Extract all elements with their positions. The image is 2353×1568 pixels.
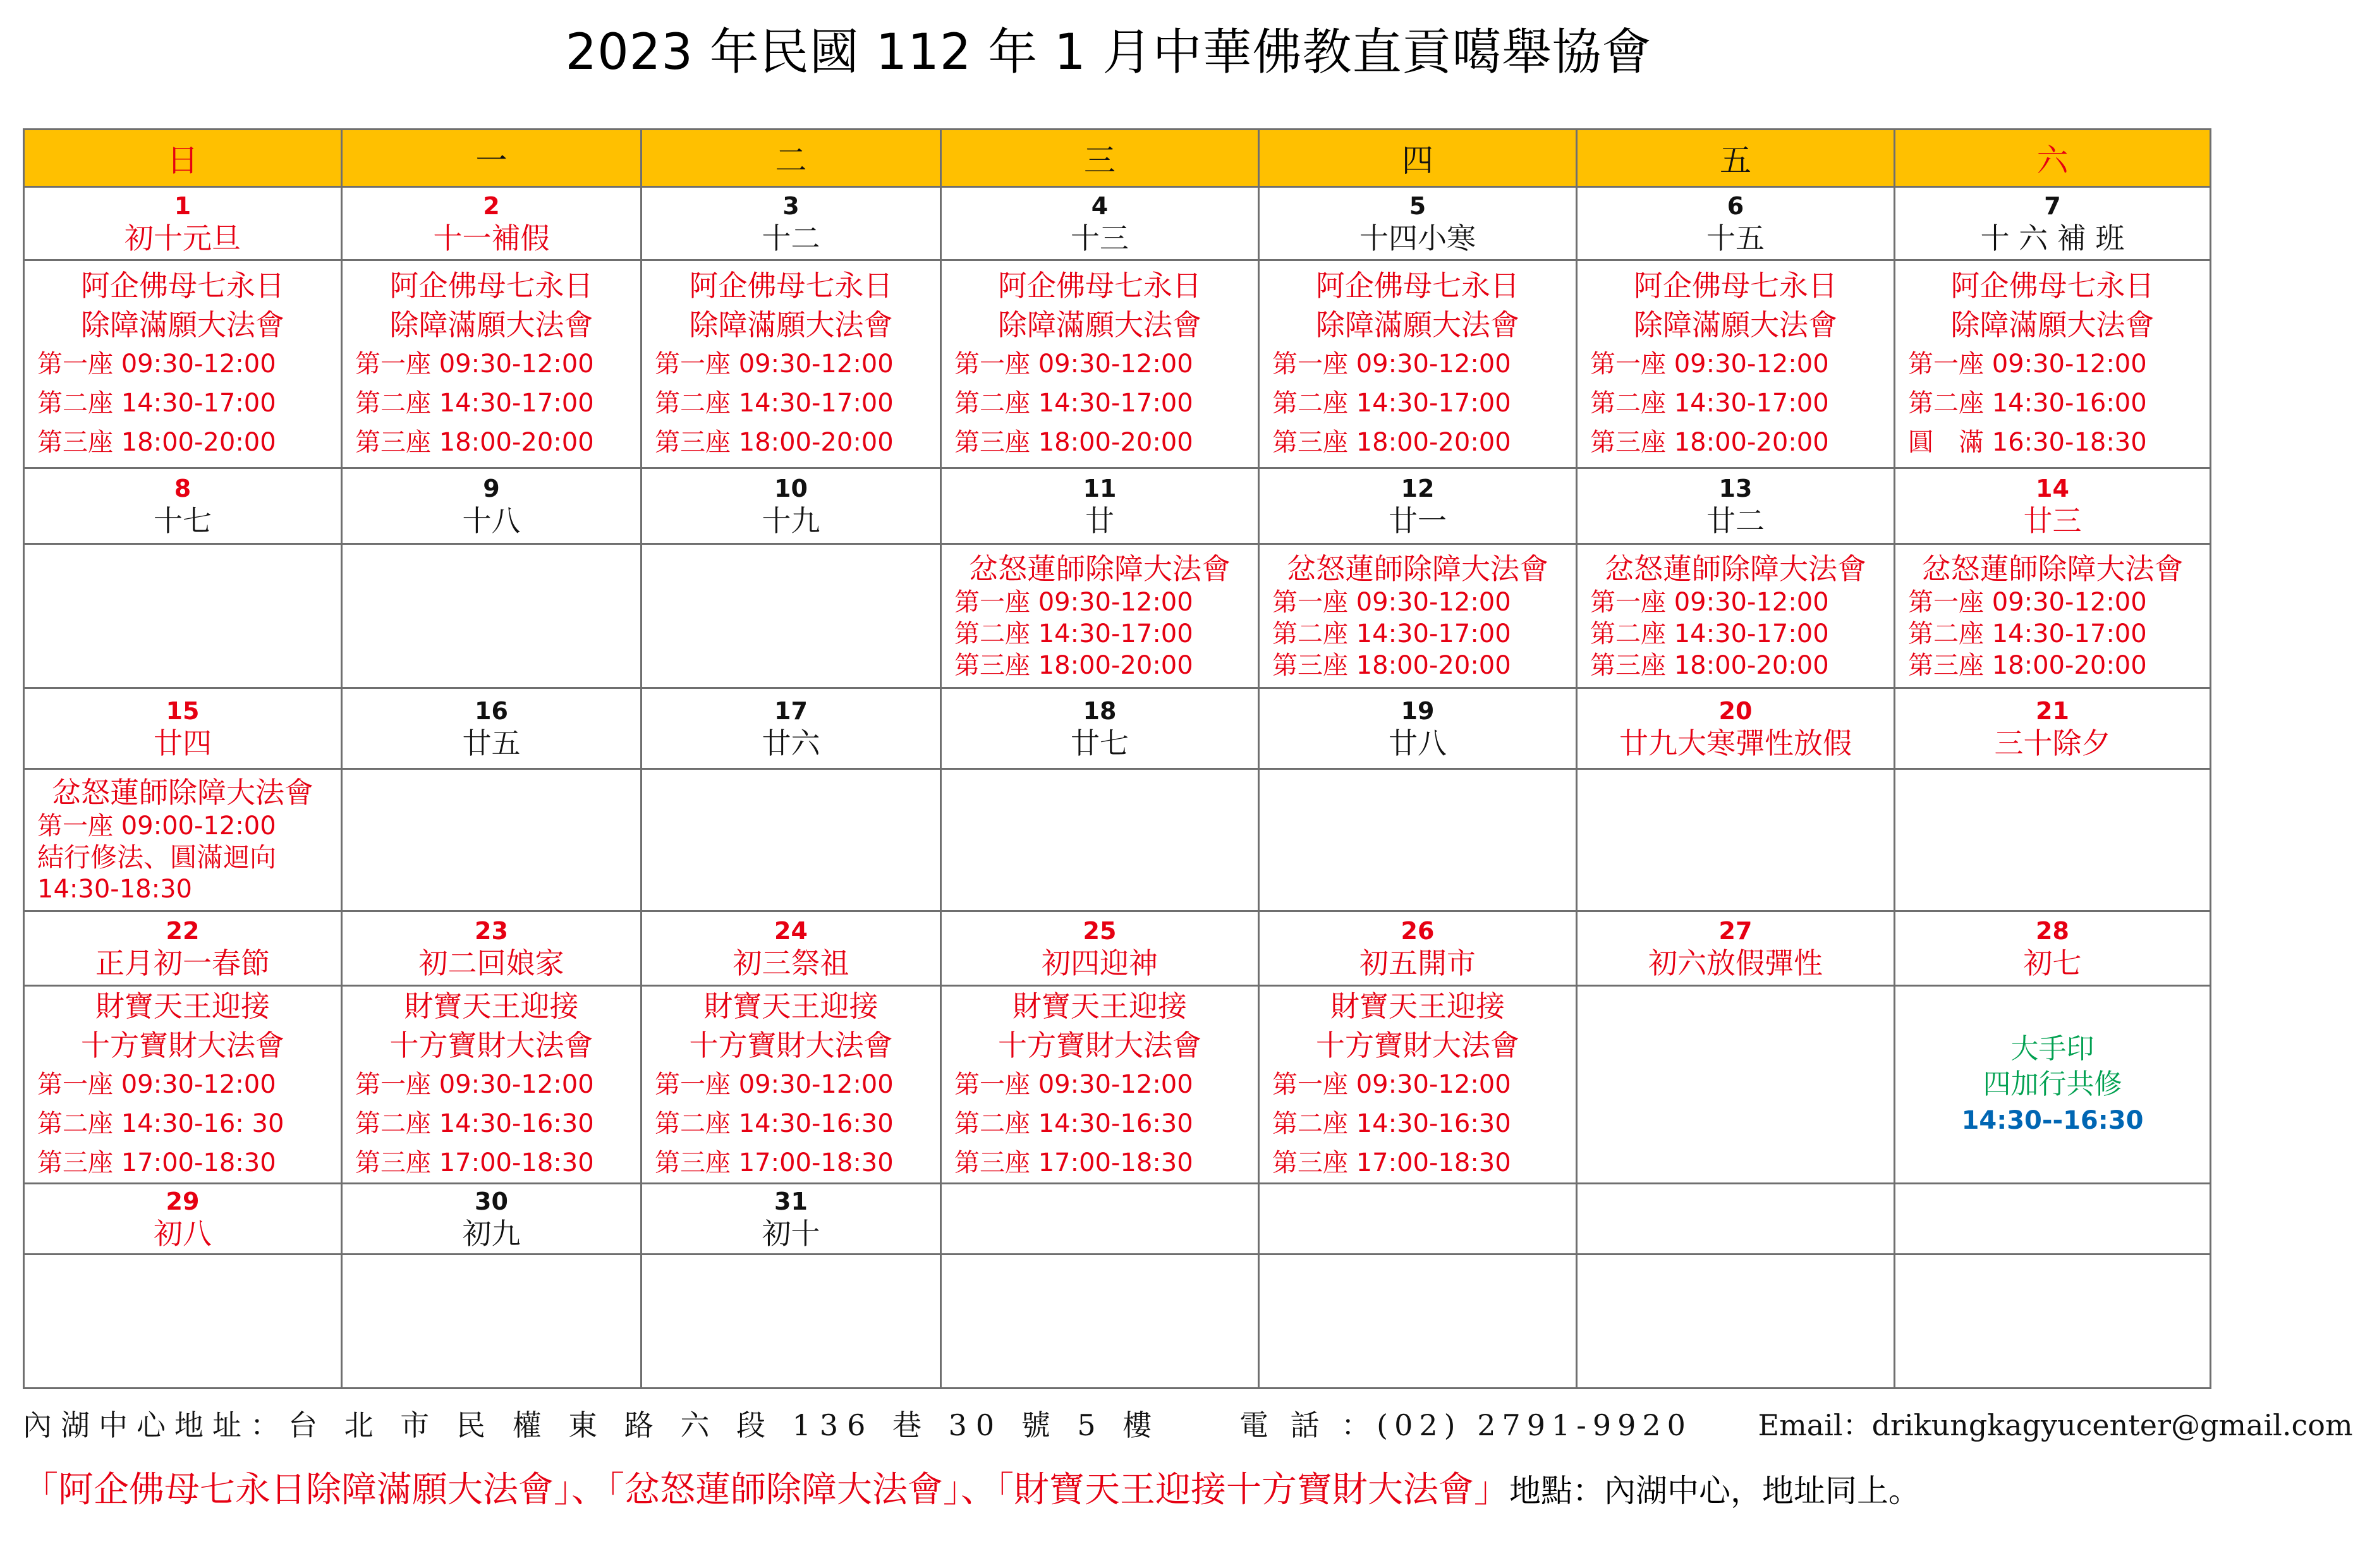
weekday-header-row: [24, 130, 2211, 187]
event-cell-3: [641, 260, 941, 468]
day-number: 8: [174, 474, 192, 502]
week-4-dates: [24, 911, 2211, 986]
event-title: 忿怒蓮師除障大法會: [1605, 551, 1866, 586]
session-2: 第二座 14:30-17:00: [954, 389, 1193, 418]
session-list: [942, 344, 1258, 462]
day-number: 20: [1718, 696, 1753, 725]
lunar-date: 初八: [154, 1216, 212, 1251]
mahamudra-time: [1895, 1102, 2210, 1138]
lunar-date: 初六放假彈性: [1648, 945, 1823, 980]
event-title: 忿怒蓮師除障大法會: [969, 551, 1231, 586]
event-names-notice: 「阿企佛母七永日除障滿願大法會」、「忿怒蓮師除障大法會」、「財寶天王迎接十方寶財大法會」: [23, 1469, 1509, 1510]
date-cell-30: [342, 1184, 641, 1255]
week-3-events: [24, 769, 2211, 911]
lunar-date: 廿七: [1071, 726, 1129, 760]
session-3: 第三座 18:00-20:00: [355, 428, 594, 457]
lunar-date: 初九: [462, 1216, 521, 1251]
session-1: 第一座 09:30-12:00: [355, 1070, 594, 1099]
session-list: [1260, 344, 1576, 462]
session-1: 第一座 09:30-12:00: [37, 1070, 276, 1099]
session-list: [1895, 586, 2210, 681]
event-title: 忿怒蓮師除障大法會: [1287, 551, 1548, 586]
date-cell-16: [342, 688, 641, 769]
session-list: [25, 344, 341, 462]
event-subtitle: 除障滿願大法會: [1316, 308, 1519, 342]
date-cell-22: [24, 911, 342, 986]
day-number: 30: [475, 1187, 508, 1215]
session-list: [343, 344, 640, 462]
session-1: 第一座 09:30-12:00: [1272, 587, 1511, 617]
session-1: 第一座 09:30-12:00: [1590, 587, 1829, 617]
day-number: 28: [2036, 916, 2069, 945]
event-subtitle: 十方寶財大法會: [998, 1028, 1201, 1062]
session-2: 第二座 14:30-17:00: [1908, 619, 2147, 648]
date-cell-12: [1259, 468, 1577, 544]
date-cell-1: [24, 187, 342, 260]
session-1: 第一座 09:30-12:00: [1590, 349, 1829, 379]
week-1-events: [24, 260, 2211, 468]
lunar-date: 廿: [1085, 503, 1114, 538]
event-title: 忿怒蓮師除障大法會: [1921, 551, 2184, 586]
day-number: 23: [475, 916, 508, 945]
address-text: 內湖中心地址：台 北 市 民 權 東 路 六 段 136 巷 30 號 5 樓: [23, 1408, 1161, 1442]
event-title: 財寶天王迎接: [404, 989, 579, 1023]
date-cell-26: [1259, 911, 1577, 986]
event-title: 財寶天王迎接: [703, 989, 879, 1023]
lunar-date: 十五: [1706, 221, 1765, 255]
date-cell-28: [1895, 911, 2211, 986]
session-3: 第三座 18:00-20:00: [954, 428, 1193, 457]
event-cell-17: [641, 769, 941, 911]
event-subtitle: 除障滿願大法會: [1950, 308, 2155, 342]
date-cell-29: [24, 1184, 342, 1255]
session-1: 第一座 09:30-12:00: [954, 1070, 1193, 1099]
day-number: 15: [166, 696, 200, 725]
date-cell-27: [1577, 911, 1895, 986]
session-list: [1260, 586, 1576, 681]
event-cell-25: [941, 986, 1259, 1184]
date-cell-23: [342, 911, 641, 986]
empty-event-cell: [1577, 1255, 1895, 1389]
session-2: 第二座 14:30-16: 30: [37, 1109, 284, 1138]
contact-line: [23, 1403, 2353, 1447]
event-cell-30: [342, 1255, 641, 1389]
date-cell-25: [941, 911, 1259, 986]
event-cell-4: [941, 260, 1259, 468]
date-cell-10: [641, 468, 941, 544]
lunar-date: 初五開市: [1359, 945, 1476, 980]
day-number: 24: [774, 916, 808, 945]
session-2: 第二座 14:30-17:00: [1590, 389, 1829, 418]
event-subtitle: 十方寶財大法會: [389, 1028, 593, 1062]
event-cell-16: [342, 769, 641, 911]
session-list: [642, 1065, 940, 1182]
day-number: 25: [1083, 916, 1117, 945]
event-cell-21: [1895, 769, 2211, 911]
session-3: 14:30-18:30: [37, 875, 192, 904]
lunar-date: 廿四: [154, 726, 212, 760]
date-cell-5: [1259, 187, 1577, 260]
date-cell-19: [1259, 688, 1577, 769]
day-number: 4: [1091, 191, 1109, 220]
date-cell-21: [1895, 688, 2211, 769]
session-2: 第二座 14:30-17:00: [37, 389, 276, 418]
page-title: 2023 年民國 112 年 1 月中華佛教直貢噶舉協會: [565, 24, 1652, 81]
session-1: 第一座 09:30-12:00: [1908, 587, 2147, 617]
event-subtitle: 十方寶財大法會: [1316, 1028, 1519, 1062]
event-cell-26: [1259, 986, 1577, 1184]
phone-text: 電 話 ：(02) 2791-9920: [1239, 1408, 1692, 1442]
mahamudra-title: 大手印: [2010, 1032, 2095, 1065]
event-cell-27: [1577, 986, 1895, 1184]
session-3: 第三座 18:00-20:00: [655, 428, 894, 457]
lunar-date: 正月初一春節: [95, 945, 270, 980]
event-cell-5: [1259, 260, 1577, 468]
session-2: 第二座 14:30-17:00: [1272, 389, 1511, 418]
session-3: 第三座 18:00-20:00: [37, 428, 276, 457]
session-1: 第一座 09:30-12:00: [1272, 1070, 1511, 1099]
event-cell-31: [641, 1255, 941, 1389]
session-list: [1578, 586, 1894, 681]
event-cell-22: [24, 986, 342, 1184]
day-number: 17: [774, 696, 808, 725]
event-cell-29: [24, 1255, 342, 1389]
lunar-date: 初四迎神: [1042, 945, 1158, 980]
event-title: 阿企佛母七永日: [1634, 269, 1837, 303]
event-title: 阿企佛母七永日: [1950, 269, 2155, 303]
session-2: 第二座 14:30-17:00: [355, 389, 594, 418]
event-subtitle: 除障滿願大法會: [81, 308, 284, 342]
mahamudra-subtitle: 四加行共修: [1983, 1067, 2122, 1100]
day-number: 31: [774, 1187, 808, 1215]
event-title: 財寶天王迎接: [1012, 989, 1187, 1023]
weekday-fri: 五: [1577, 130, 1895, 187]
session-list: [642, 344, 940, 462]
empty-event-cell: [1895, 1255, 2211, 1389]
day-number: 14: [2036, 474, 2069, 502]
day-number: 11: [1083, 474, 1117, 502]
date-cell-7: [1895, 187, 2211, 260]
week-5-events: [24, 1255, 2211, 1389]
event-cell-2: [342, 260, 641, 468]
day-number: 16: [475, 696, 508, 725]
day-number: 9: [483, 474, 500, 502]
session-list: [1578, 344, 1894, 462]
lunar-date: 初三祭祖: [733, 945, 849, 980]
date-cell-20: [1577, 688, 1895, 769]
session-3: 第三座 17:00-18:30: [1272, 1148, 1511, 1177]
empty-date-cell: [1577, 1184, 1895, 1255]
event-cell-28: [1895, 986, 2211, 1184]
day-number: 10: [774, 474, 808, 502]
session-3: 第三座 18:00-20:00: [1590, 650, 1829, 680]
day-number: 18: [1083, 696, 1117, 725]
weekday-wed: 三: [941, 130, 1259, 187]
date-cell-24: [641, 911, 941, 986]
email-text: Email：drikungkagyucenter@gmail.com: [1758, 1408, 2353, 1442]
event-cell-12: [1259, 544, 1577, 688]
day-number: 26: [1401, 916, 1435, 945]
day-number: 27: [1718, 916, 1753, 945]
event-title: 阿企佛母七永日: [1316, 269, 1519, 303]
week-3-dates: [24, 688, 2211, 769]
date-cell-11: [941, 468, 1259, 544]
session-2: 結行修法、圓滿迴向: [37, 842, 277, 873]
event-cell-23: [342, 986, 641, 1184]
lunar-date: 十二: [762, 221, 820, 255]
mahamudra-time-text: 14:30--16:30: [1961, 1105, 2144, 1135]
lunar-date: 廿二: [1706, 503, 1765, 538]
lunar-date: 十 六 補 班: [1980, 221, 2125, 255]
day-number: 22: [166, 916, 200, 945]
date-cell-2: [342, 187, 641, 260]
lunar-date: 十一補假: [433, 221, 550, 255]
lunar-date: 三十除夕: [1994, 726, 2111, 760]
session-1: 第一座 09:30-12:00: [1908, 349, 2147, 379]
lunar-date: 十三: [1071, 221, 1129, 255]
day-number: 21: [2036, 696, 2069, 725]
session-3: 第三座 18:00-20:00: [1272, 650, 1511, 680]
day-number: 6: [1727, 191, 1744, 220]
date-cell-14: [1895, 468, 2211, 544]
date-cell-15: [24, 688, 342, 769]
session-list: [25, 810, 341, 905]
weekday-mon: 一: [342, 130, 641, 187]
date-cell-8: [24, 468, 342, 544]
session-1: 第一座 09:30-12:00: [355, 349, 594, 379]
event-cell-7: [1895, 260, 2211, 468]
event-cell-24: [641, 986, 941, 1184]
session-1: 第一座 09:30-12:00: [954, 587, 1193, 617]
day-number: 1: [174, 191, 192, 220]
event-title: 阿企佛母七永日: [998, 269, 1201, 303]
event-subtitle: 除障滿願大法會: [389, 308, 593, 342]
day-number: 7: [2044, 191, 2061, 220]
lunar-date: 初十: [762, 1216, 820, 1251]
empty-event-cell: [941, 1255, 1259, 1389]
session-2: 第二座 14:30-16:00: [1908, 389, 2147, 418]
weekday-sun: 日: [24, 130, 342, 187]
session-3: 第三座 17:00-18:30: [655, 1148, 894, 1177]
event-cell-1: [24, 260, 342, 468]
lunar-date: 廿八: [1389, 726, 1447, 760]
weekday-tue: 二: [641, 130, 941, 187]
event-title: 阿企佛母七永日: [389, 269, 593, 303]
session-3: 第三座 18:00-20:00: [954, 650, 1193, 680]
day-number: 3: [782, 191, 800, 220]
session-3: 圓 滿 16:30-18:30: [1908, 428, 2147, 457]
lunar-date: 初十元旦: [125, 221, 241, 255]
session-1: 第一座 09:30-12:00: [655, 1070, 894, 1099]
venue-text: 地點：內湖中心，地址同上。: [1509, 1473, 1920, 1509]
weekday-sat: 六: [1895, 130, 2211, 187]
day-number: 29: [166, 1187, 200, 1215]
empty-event-cell: [1259, 1255, 1577, 1389]
lunar-date: 十四小寒: [1359, 221, 1476, 255]
event-cell-11: [941, 544, 1259, 688]
lunar-date: 廿五: [462, 726, 521, 760]
event-subtitle: 除障滿願大法會: [689, 308, 893, 342]
event-title: 忿怒蓮師除障大法會: [52, 775, 313, 810]
empty-date-cell: [1259, 1184, 1577, 1255]
session-1: 第一座 09:30-12:00: [655, 349, 894, 379]
event-cell-15: [24, 769, 342, 911]
session-1: 第一座 09:30-12:00: [1272, 349, 1511, 379]
session-2: 第二座 14:30-17:00: [655, 389, 894, 418]
session-2: 第二座 14:30-17:00: [1590, 619, 1829, 648]
venue-notice: [23, 1465, 2210, 1516]
session-3: 第三座 17:00-18:30: [954, 1148, 1193, 1177]
date-cell-3: [641, 187, 941, 260]
event-cell-14: [1895, 544, 2211, 688]
date-cell-13: [1577, 468, 1895, 544]
date-cell-18: [941, 688, 1259, 769]
date-cell-4: [941, 187, 1259, 260]
session-2: 第二座 14:30-16:30: [355, 1109, 594, 1138]
event-cell-9: [342, 544, 641, 688]
empty-date-cell: [941, 1184, 1259, 1255]
session-list: [942, 1065, 1258, 1182]
session-3: 第三座 17:00-18:30: [37, 1148, 276, 1177]
week-2-events: [24, 544, 2211, 688]
lunar-date: 廿三: [2023, 503, 2082, 538]
session-list: [942, 586, 1258, 681]
event-cell-18: [941, 769, 1259, 911]
session-list: [25, 1065, 341, 1182]
event-title: 阿企佛母七永日: [689, 269, 893, 303]
session-2: 第二座 14:30-16:30: [954, 1109, 1193, 1138]
week-2-dates: [24, 468, 2211, 544]
week-5-dates: [24, 1184, 2211, 1255]
lunar-date: 十七: [154, 503, 212, 538]
session-2: 第二座 14:30-17:00: [1272, 619, 1511, 648]
event-cell-10: [641, 544, 941, 688]
calendar-table: [23, 128, 2211, 1389]
lunar-date: 廿一: [1389, 503, 1447, 538]
day-number: 5: [1409, 191, 1426, 220]
session-2: 第二座 14:30-16:30: [655, 1109, 894, 1138]
event-subtitle: 除障滿願大法會: [1634, 308, 1837, 342]
weekday-thu: 四: [1259, 130, 1577, 187]
event-cell-20: [1577, 769, 1895, 911]
event-cell-8: [24, 544, 342, 688]
event-subtitle: 十方寶財大法會: [689, 1028, 893, 1062]
day-number: 19: [1401, 696, 1435, 725]
event-cell-6: [1577, 260, 1895, 468]
event-cell-13: [1577, 544, 1895, 688]
week-1-dates: [24, 187, 2211, 260]
lunar-date: 十九: [762, 503, 820, 538]
event-cell-19: [1259, 769, 1577, 911]
session-1: 第一座 09:30-12:00: [954, 349, 1193, 379]
event-title: 阿企佛母七永日: [81, 269, 284, 303]
lunar-date: 十八: [462, 503, 521, 538]
session-2: 第二座 14:30-17:00: [954, 619, 1193, 648]
event-title: 財寶天王迎接: [1330, 989, 1505, 1023]
event-subtitle: 除障滿願大法會: [998, 308, 1201, 342]
event-title: 財寶天王迎接: [95, 989, 270, 1023]
day-number: 13: [1718, 474, 1753, 502]
session-1: 第一座 09:00-12:00: [37, 811, 276, 841]
lunar-date: 初二回娘家: [418, 945, 564, 980]
event-subtitle: 十方寶財大法會: [81, 1028, 284, 1062]
empty-date-cell: [1895, 1184, 2211, 1255]
session-3: 第三座 18:00-20:00: [1590, 428, 1829, 457]
session-3: 第三座 17:00-18:30: [355, 1148, 594, 1177]
session-1: 第一座 09:30-12:00: [37, 349, 276, 379]
session-3: 第三座 18:00-20:00: [1908, 650, 2147, 680]
date-cell-9: [342, 468, 641, 544]
session-3: 第三座 18:00-20:00: [1272, 428, 1511, 457]
date-cell-6: [1577, 187, 1895, 260]
day-number: 12: [1401, 474, 1435, 502]
date-cell-17: [641, 688, 941, 769]
lunar-date: 廿九大寒彈性放假: [1619, 726, 1852, 760]
session-list: [1895, 344, 2210, 462]
day-number: 2: [483, 191, 500, 220]
session-list: [1260, 1065, 1576, 1182]
lunar-date: 廿六: [762, 726, 820, 760]
session-2: 第二座 14:30-16:30: [1272, 1109, 1511, 1138]
week-4-events: [24, 986, 2211, 1184]
session-list: [343, 1065, 640, 1182]
lunar-date: 初七: [2023, 945, 2082, 980]
date-cell-31: [641, 1184, 941, 1255]
